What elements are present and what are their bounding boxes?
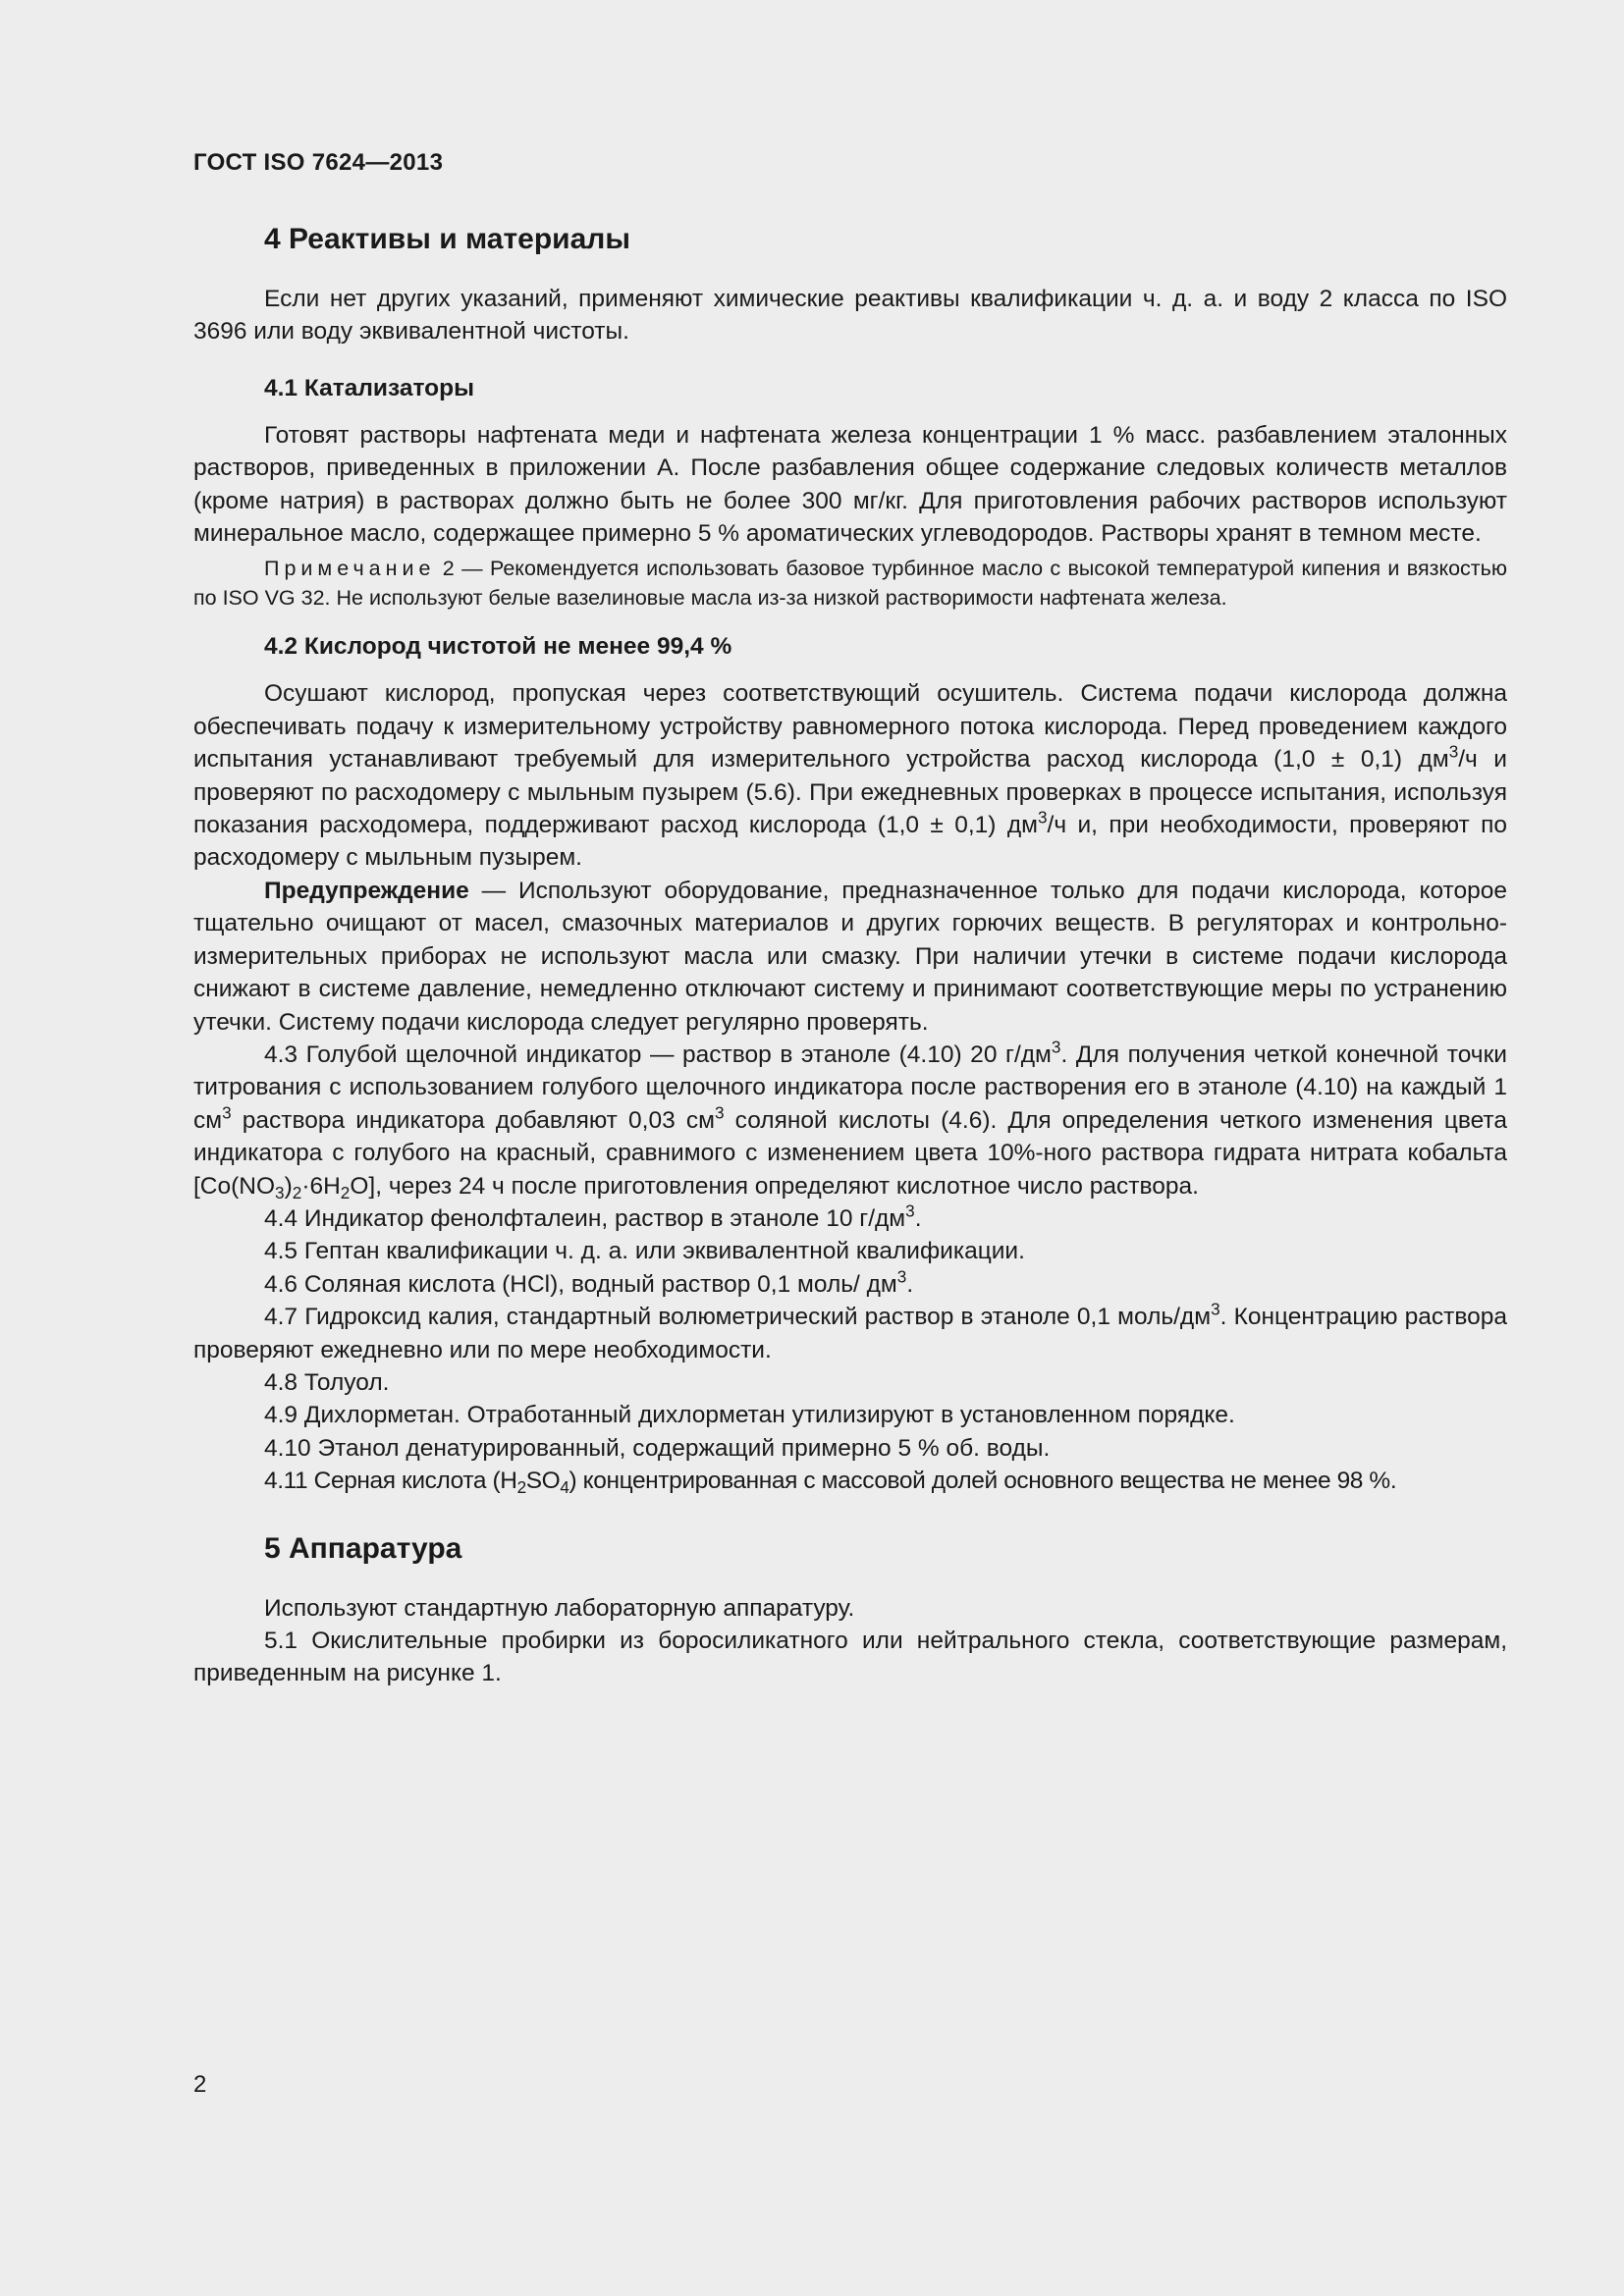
section-4-3 (193, 1039, 1507, 1202)
warning-text: — Используют оборудование, предназначенное только для подачи кислорода, которое тщательно очищают от масел, смазочных материалов и других горючих веществ. В регуляторах и контрольно-измерительных приборах не используют масла или смазку. При наличии утечки в системе подачи кислорода снижают в системе давление, немедленно отключают систему и принимают соответствующие меры по устранению утечки. Систему подачи кислорода следует регулярно проверять. (193, 877, 1507, 1036)
s411-text-3: ) концентрированная с массовой долей основного вещества не менее 98 %. (568, 1468, 1397, 1495)
note-2 (193, 554, 1507, 613)
s47-sup: 3 (1211, 1299, 1220, 1319)
section-4-2-title: 4.2 Кислород чистотой не менее 99,4 % (264, 633, 732, 661)
section-4-1-title: 4.1 Катализаторы (264, 374, 475, 401)
s43-sub-3: 2 (340, 1182, 351, 1202)
s43-sup-2: 3 (222, 1102, 232, 1123)
note-text: 2 — Рекомендуется использовать базовое турбинное масло с высокой температурой кипения и вязкостью по ISO VG 32. Не используют белые вазелиновые масла из-за низкой растворимости нафтената железа. (193, 557, 1507, 611)
s44-text-1: 4.4 Индикатор фенолфталеин, раствор в этаноле 10 г/дм (264, 1204, 906, 1232)
section-4-7 (193, 1301, 1507, 1366)
warning-label: Предупреждение (264, 877, 469, 904)
section-4-title: 4 Реактивы и материалы (264, 223, 630, 255)
s42-text-1: Осушают кислород, пропуская через соответствующий осушитель. Система подачи кислорода должна обеспечивать подачу к измерительному устройству равномерного потока кислорода. Перед проведением каждого испытания устанавливают требуемый для измерительного устройства расход кислорода (1,0 ± 0,1) дм (193, 680, 1507, 774)
s43-sup-3: 3 (714, 1102, 725, 1123)
s43-text-6: ·6H (301, 1172, 341, 1200)
section-4-intro: Если нет других указаний, применяют химические реактивы квалификации ч. д. а. и воду 2 класса по ISO 3696 или воду эквивалентной чистоты. (193, 286, 1507, 346)
s411-text-1: 4.11 Серная кислота (H (264, 1468, 517, 1495)
s411-text-2: SO (525, 1468, 561, 1495)
section-5-1: 5.1 Окислительные пробирки из боросиликатного или нейтрального стекла, соответствующие размерам, приведенным на рисунке 1. (193, 1628, 1507, 1687)
document-header: ГОСТ ISO 7624—2013 (193, 149, 444, 176)
s43-text-5: ) (284, 1172, 293, 1200)
warning-paragraph (193, 875, 1507, 1039)
s46-text-1: 4.6 Соляная кислота (HCl), водный раствор 0,1 моль/ дм (264, 1270, 897, 1298)
section-4-9: 4.9 Дихлорметан. Отработанный дихлорметан утилизируют в установленном порядке. (264, 1402, 1235, 1429)
section-4-5: 4.5 Гептан квалификации ч. д. а. или эквивалентной квалификации. (264, 1238, 1025, 1265)
s43-sub-1: 3 (275, 1182, 285, 1202)
section-4-1-text: Готовят растворы нафтената меди и нафтената железа концентрации 1 % масс. разбавлением эталонных растворов, приведенных в приложении А. После разбавления общее содержание следовых количеств металлов (кроме натрия) в растворах должно быть не более 300 мг/кг. Для приготовления рабочих растворов используют минеральное масло, содержащее примерно 5 % ароматических углеводородов. Растворы хранят в темном месте. (193, 421, 1507, 548)
s42-text-3: /ч и, при необходимости, проверяют по расходомеру с мыльным пузырем. (193, 812, 1507, 872)
note-label: Примечание (264, 557, 436, 581)
s44-sup: 3 (905, 1201, 915, 1221)
section-4-10: 4.10 Этанол денатурированный, содержащий примерно 5 % об. воды. (264, 1434, 1051, 1462)
s47-text-1: 4.7 Гидроксид калия, стандартный волюметрический раствор в этаноле 0,1 моль/дм (264, 1304, 1212, 1331)
section-4-2-text (193, 677, 1507, 874)
section-4-11 (193, 1465, 1507, 1497)
s411-sub-1: 2 (516, 1477, 526, 1498)
s46-text-2: . (906, 1270, 914, 1298)
section-5-intro: Используют стандартную лабораторную аппаратуру. (264, 1594, 855, 1622)
s411-sub-2: 4 (560, 1477, 569, 1498)
s43-sup-1: 3 (1051, 1037, 1061, 1057)
s43-text-4: соляной кислоты (4.6). Для определения четкого изменения цвета индикатора с голубого на красный, сравнимого с изменением цвета 10%-ного раствора гидрата нитрата кобальта [Co(NO (193, 1106, 1507, 1200)
s46-sup: 3 (896, 1266, 907, 1287)
section-4-6 (193, 1268, 1507, 1301)
page-content (193, 218, 1507, 1690)
section-4-4 (193, 1202, 1507, 1235)
s44-text-2: . (914, 1204, 922, 1232)
s43-text-2: . Для получения четкой конечной точки титрования с использованием голубого щелочного индикатора после растворения его в этаноле (4.10) на каждый 1 см (193, 1041, 1507, 1134)
s43-text-3: раствора индикатора добавляют 0,03 см (231, 1106, 715, 1134)
s47-text-2: . Концентрацию раствора проверяют ежедневно или по мере необходимости. (193, 1304, 1507, 1363)
section-5-title: 5 Аппаратура (264, 1531, 462, 1565)
s43-sub-2: 2 (292, 1182, 302, 1202)
s43-text-7: O], через 24 ч после приготовления определяют кислотное число раствора. (350, 1172, 1199, 1200)
page-number: 2 (193, 2071, 207, 2098)
s42-text-2: /ч и проверяют по расходомеру с мыльным пузырем (5.6). При ежедневных проверках в процессе испытания, используя показания расходомера, поддерживают расход кислорода (1,0 ± 0,1) дм (193, 746, 1507, 839)
s42-sup-2: 3 (1037, 807, 1048, 828)
s43-text-1: 4.3 Голубой щелочной индикатор — раствор в этаноле (4.10) 20 г/дм (264, 1041, 1052, 1068)
section-4-8: 4.8 Толуол. (264, 1368, 390, 1396)
s42-sup-1: 3 (1448, 741, 1459, 762)
